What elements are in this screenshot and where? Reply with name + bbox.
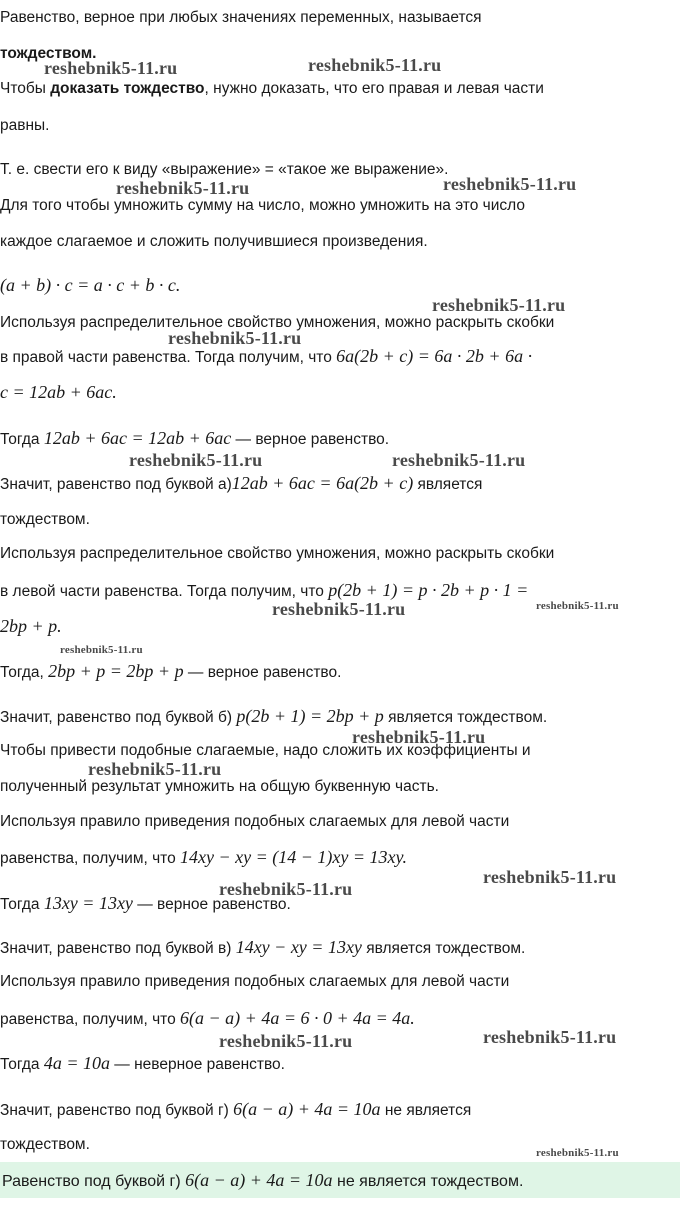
text-line: полученный результат умножить на общую буквенную часть.: [0, 778, 439, 795]
text-line: Используя распределительное свойство умножения, можно раскрыть скобки: [0, 545, 555, 562]
text-line: [0, 44, 96, 64]
text-line: Значит, равенство под буквой а)12ab + 6ac = 6a(2b + c) является: [0, 473, 483, 493]
watermark: reshebnik5-11.ru: [44, 58, 178, 78]
watermark: reshebnik5-11.ru: [352, 727, 486, 747]
watermark: reshebnik5-11.ru: [483, 867, 617, 887]
text-line: Чтобы доказать тождество, нужно доказать, что его правая и левая части: [0, 80, 544, 97]
watermark: reshebnik5-11.ru: [272, 599, 406, 619]
watermark: reshebnik5-11.ru: [432, 295, 566, 315]
watermark: reshebnik5-11.ru: [392, 450, 526, 470]
text-line: тождеством.: [0, 1136, 90, 1153]
text-line: Значит, равенство под буквой г) 6(a − a) + 4a = 10a не является: [0, 1099, 472, 1119]
watermark: reshebnik5-11.ru: [129, 450, 263, 470]
formula-line: (a + b) · c = a · c + b · c.: [0, 275, 181, 295]
text-line: Значит, равенство под буквой б) p(2b + 1) = 2bp + p является тождеством.: [0, 706, 548, 726]
text-line: Чтобы привести подобные слагаемые, надо сложить их коэффициенты и: [0, 742, 531, 759]
watermark: reshebnik5-11.ru: [308, 55, 442, 75]
text-line: Используя правило приведения подобных слагаемых для левой части: [0, 973, 510, 990]
term-identity: тождеством.: [0, 45, 97, 62]
text-line: Для того чтобы умножить сумму на число, можно умножить на это число: [0, 197, 525, 214]
text-line: Тогда, 2bp + p = 2bp + p — верное равенство.: [0, 661, 342, 681]
text-line: в правой части равенства. Тогда получим, что 6a(2b + c) = 6a · 2b + 6a ·: [0, 346, 533, 366]
text-line: равенства, получим, что 14xy − xy = (14 − 1)xy = 13xy.: [0, 847, 408, 867]
text-line: Значит, равенство под буквой в) 14xy − xy = 13xy является тождеством.: [0, 937, 526, 957]
watermark: reshebnik5-11.ru: [116, 178, 250, 198]
text-line: каждое слагаемое и сложить получившиеся произведения.: [0, 233, 428, 250]
text-line: в левой части равенства. Тогда получим, что p(2b + 1) = p · 2b + p · 1 =: [0, 580, 529, 600]
text-line: Используя правило приведения подобных слагаемых для левой части: [0, 813, 510, 830]
watermark: reshebnik5-11.ru: [219, 1031, 353, 1051]
watermark: reshebnik5-11.ru: [219, 879, 353, 899]
text-line: Равенство, верное при любых значениях переменных, называется: [0, 9, 482, 26]
text-line: равны.: [0, 117, 50, 134]
formula-line: c = 12ab + 6ac.: [0, 382, 117, 402]
watermark: reshebnik5-11.ru: [443, 174, 577, 194]
text-line: тождеством.: [0, 511, 90, 528]
watermark: reshebnik5-11.ru: [60, 644, 143, 656]
text-line: Тогда 4a = 10a — неверное равенство.: [0, 1053, 285, 1073]
text-line: равенства, получим, что 6(a − a) + 4a = 6 · 0 + 4a = 4a.: [0, 1008, 415, 1028]
watermark: reshebnik5-11.ru: [536, 600, 619, 612]
watermark: reshebnik5-11.ru: [168, 328, 302, 348]
text-line: Тогда 12ab + 6ac = 12ab + 6ac — верное равенство.: [0, 428, 390, 448]
watermark: reshebnik5-11.ru: [88, 759, 222, 779]
text-line: Т. е. свести его к виду «выражение» = «такое же выражение».: [0, 161, 449, 178]
text-line: Тогда 13xy = 13xy — верное равенство.: [0, 893, 291, 913]
watermark: reshebnik5-11.ru: [483, 1027, 617, 1047]
formula-line: 2bp + p.: [0, 616, 62, 636]
watermark: reshebnik5-11.ru: [536, 1147, 619, 1159]
answer-text: Равенство под буквой г) 6(a − a) + 4a = 10a не является тождеством.: [2, 1170, 524, 1190]
text-line: Используя распределительное свойство умножения, можно раскрыть скобки: [0, 314, 555, 331]
term-prove-identity: доказать тождество: [50, 80, 205, 97]
